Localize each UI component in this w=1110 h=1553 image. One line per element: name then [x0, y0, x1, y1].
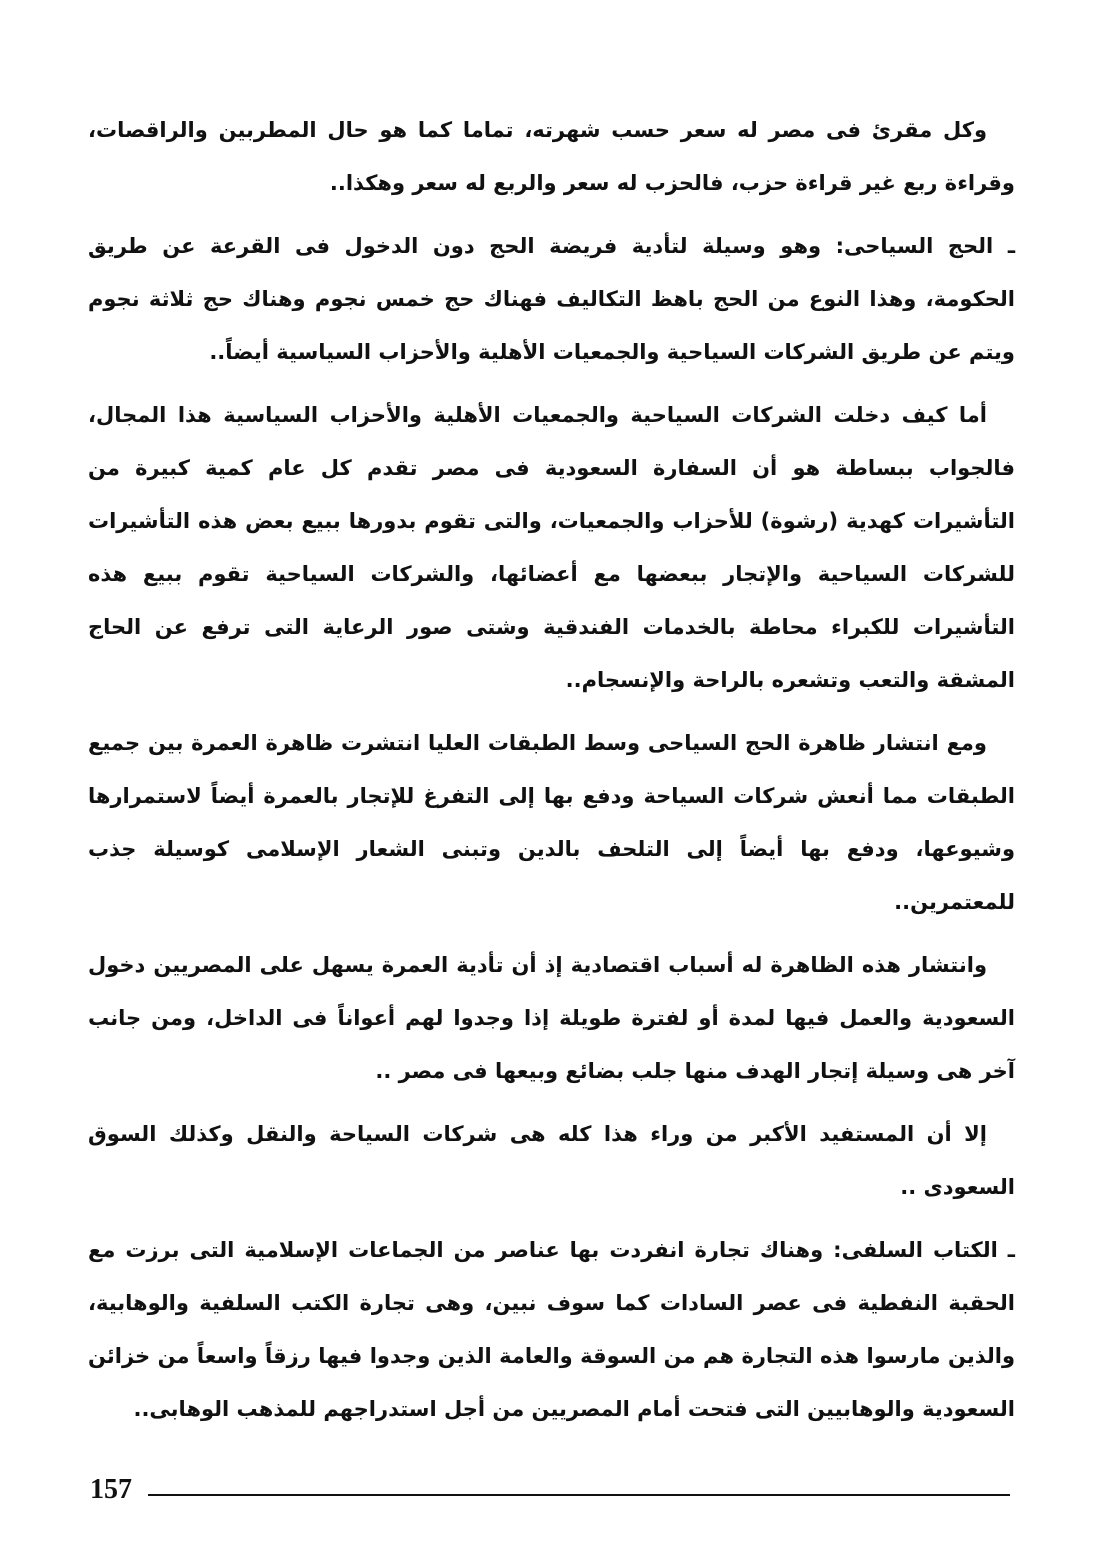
paragraph-3	[88, 389, 1015, 707]
paragraph-5	[88, 939, 1015, 1098]
footer-rule	[148, 1494, 1010, 1496]
paragraph-1-text: وكل مقرئ فى مصر له سعر حسب شهرته، تماما كما هو حال المطربين والراقصات، وقراءة ربع غير قراءة حزب، فالحزب له سعر والربع له سعر وهكذا..	[88, 118, 1015, 195]
paragraph-2-heading: ـ الحج السياحى:	[835, 234, 1016, 258]
page-footer	[88, 1470, 1022, 1510]
paragraph-4	[88, 717, 1015, 929]
paragraph-7	[88, 1224, 1015, 1436]
paragraph-6-text: إلا أن المستفيد الأكبر من وراء هذا كله هى شركات السياحة والنقل وكذلك السوق السعودى ..	[88, 1122, 1015, 1199]
paragraph-2-text: وهو وسيلة لتأدية فريضة الحج دون الدخول فى القرعة عن طريق الحكومة، وهذا النوع من الحج باهظ التكاليف فهناك حج خمس نجوم وهناك حج ثلاثة نجوم ويتم عن طريق الشركات السياحية والجمعيات الأهلية والأحزاب السياسية أيضاً..	[88, 234, 1015, 364]
paragraph-7-heading: ـ الكتاب السلفى:	[833, 1238, 1015, 1262]
paragraph-3-text: أما كيف دخلت الشركات السياحية والجمعيات الأهلية والأحزاب السياسية هذا المجال، فالجواب ببساطة هو أن السفارة السعودية فى مصر تقدم كل عام كمية كبيرة من التأشيرات كهدية (رشوة) للأحزاب والجمعيات، والتى تقوم بدورها ببيع بعض هذه التأشيرات للشركات السياحية والإتجار ببعضها مع أعضائها، والشركات السياحية تقوم ببيع هذه التأشيرات للكبراء محاطة بالخدمات الفندقية وشتى صور الرعاية التى ترفع عن الحاج المشقة والتعب وتشعره بالراحة والإنسجام..	[88, 403, 1015, 692]
paragraph-6	[88, 1108, 1015, 1214]
paragraph-5-text: وانتشار هذه الظاهرة له أسباب اقتصادية إذ أن تأدية العمرة يسهل على المصريين دخول السعودية والعمل فيها لمدة أو لفترة طويلة إذا وجدوا لهم أعواناً فى الداخل، ومن جانب آخر هى وسيلة إتجار الهدف منها جلب بضائع وبيعها فى مصر ..	[88, 953, 1015, 1083]
page-number: 157	[90, 1474, 132, 1505]
body-text	[88, 104, 1015, 1446]
paragraph-7-text: وهناك تجارة انفردت بها عناصر من الجماعات الإسلامية التى برزت مع الحقبة النفطية فى عصر السادات كما سوف نبين، وهى تجارة الكتب السلفية والوهابية، والذين مارسوا هذه التجارة هم من السوقة والعامة الذين وجدوا فيها رزقاً واسعاً من خزائن السعودية والوهابيين التى فتحت أمام المصريين من أجل استدراجهم للمذهب الوهابى..	[88, 1238, 1015, 1421]
paragraph-2	[88, 220, 1015, 379]
paragraph-4-text: ومع انتشار ظاهرة الحج السياحى وسط الطبقات العليا انتشرت ظاهرة العمرة بين جميع الطبقات مما أنعش شركات السياحة ودفع بها إلى التفرغ للإتجار بالعمرة أيضاً لاستمرارها وشيوعها، ودفع بها أيضاً إلى التلحف بالدين وتبنى الشعار الإسلامى كوسيلة جذب للمعتمرين..	[88, 731, 1015, 914]
paragraph-1	[88, 104, 1015, 210]
